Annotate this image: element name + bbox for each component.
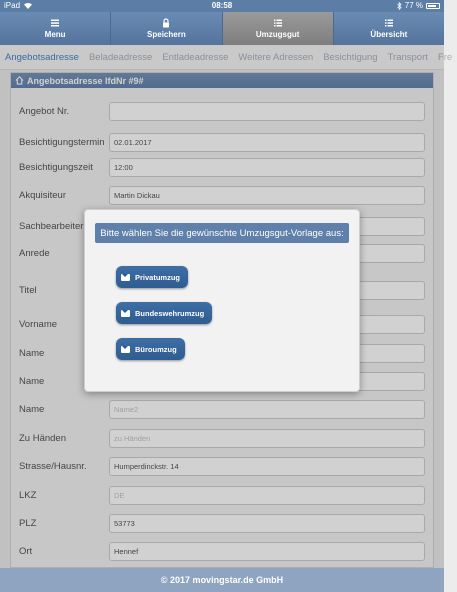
field-label: Name (19, 375, 45, 387)
bundeswehrumzug-button[interactable] (116, 302, 212, 324)
tab-besichtigung[interactable]: Besichtigung (323, 51, 378, 63)
field-label: Akquisiteur (19, 189, 66, 201)
template-dialog (84, 209, 360, 392)
privatumzug-button[interactable] (116, 266, 188, 288)
dialog-title: Bitte wählen Sie die gewünschte Umzugsgut-Vorlage aus: (95, 223, 349, 243)
field-label: Name (19, 403, 45, 415)
tab-transport[interactable]: Transport (387, 51, 428, 63)
save-button-label: Speichern (147, 30, 186, 39)
device-label: iPad (4, 1, 21, 10)
field-label: PLZ (19, 517, 37, 529)
bluetooth-icon (397, 2, 402, 10)
bueroumzug-label: Büroumzug (135, 344, 177, 354)
besichtigungszeit-input[interactable]: 12:00 (109, 158, 425, 177)
field-label: Anrede (19, 247, 50, 259)
name2-input[interactable]: Name2 (109, 400, 425, 419)
ort-input[interactable]: Hennef (109, 542, 425, 561)
field-label: Name (19, 347, 45, 359)
mail-icon (121, 274, 130, 281)
tab-entladeadresse[interactable]: Entladeadresse (162, 51, 229, 63)
overview-button-label: Übersicht (370, 30, 408, 39)
field-label: Zu Händen (19, 432, 67, 444)
mail-icon (121, 346, 130, 353)
lock-icon (161, 18, 171, 28)
field-label: Titel (19, 284, 37, 296)
list-icon (273, 18, 283, 28)
tab-beladeadresse[interactable]: Beladeadresse (88, 51, 153, 63)
tab-fre[interactable]: Fre (437, 51, 453, 63)
privatumzug-label: Privatumzug (135, 272, 181, 282)
zu-haenden-input[interactable]: zu Händen (109, 429, 425, 448)
mail-icon (121, 310, 130, 317)
field-label: Angebot Nr. (19, 105, 70, 117)
list-icon (384, 18, 394, 28)
tab-angebotsadresse[interactable]: Angebotsadresse (5, 51, 79, 63)
field-label: Besichtigungszeit (19, 161, 93, 173)
strasse-input[interactable]: Humperdinckstr. 14 (109, 457, 425, 476)
battery-fill (428, 5, 436, 7)
field-label: Sachbearbeiter (19, 220, 84, 232)
menu-button-label: Menu (44, 30, 66, 39)
field-label: Besichtigungstermin (19, 136, 105, 148)
lkz-input[interactable]: DE (109, 486, 425, 505)
battery-icon (426, 3, 440, 9)
menu-icon (50, 18, 60, 28)
top-navigation (0, 12, 444, 45)
save-button[interactable] (111, 12, 222, 45)
panel-title: Angebotsadresse lfdNr #9# (27, 75, 144, 86)
status-time: 08:58 (211, 1, 233, 10)
field-label: LKZ (19, 489, 37, 501)
umzugsgut-button[interactable] (223, 12, 334, 45)
footer: © 2017 movingstar.de GmbH (0, 568, 444, 592)
battery-percent: 77 % (404, 1, 423, 10)
tab-weitere-adressen[interactable]: Weitere Adressen (238, 51, 314, 63)
field-label: Strasse/Hausnr. (19, 460, 87, 472)
field-label: Vorname (19, 318, 58, 330)
overview-button[interactable] (334, 12, 444, 45)
plz-input[interactable]: 53773 (109, 514, 425, 533)
akquisiteur-input[interactable]: Martin Dickau (109, 186, 425, 205)
besichtigungstermin-input[interactable]: 02.01.2017 (109, 133, 425, 152)
status-bar (0, 0, 444, 12)
umzugsgut-button-label: Umzugsgut (255, 30, 300, 39)
field-label: Ort (19, 545, 33, 557)
menu-button[interactable] (0, 12, 111, 45)
bueroumzug-button[interactable] (116, 338, 185, 360)
bundeswehrumzug-label: Bundeswehrumzug (135, 308, 205, 318)
